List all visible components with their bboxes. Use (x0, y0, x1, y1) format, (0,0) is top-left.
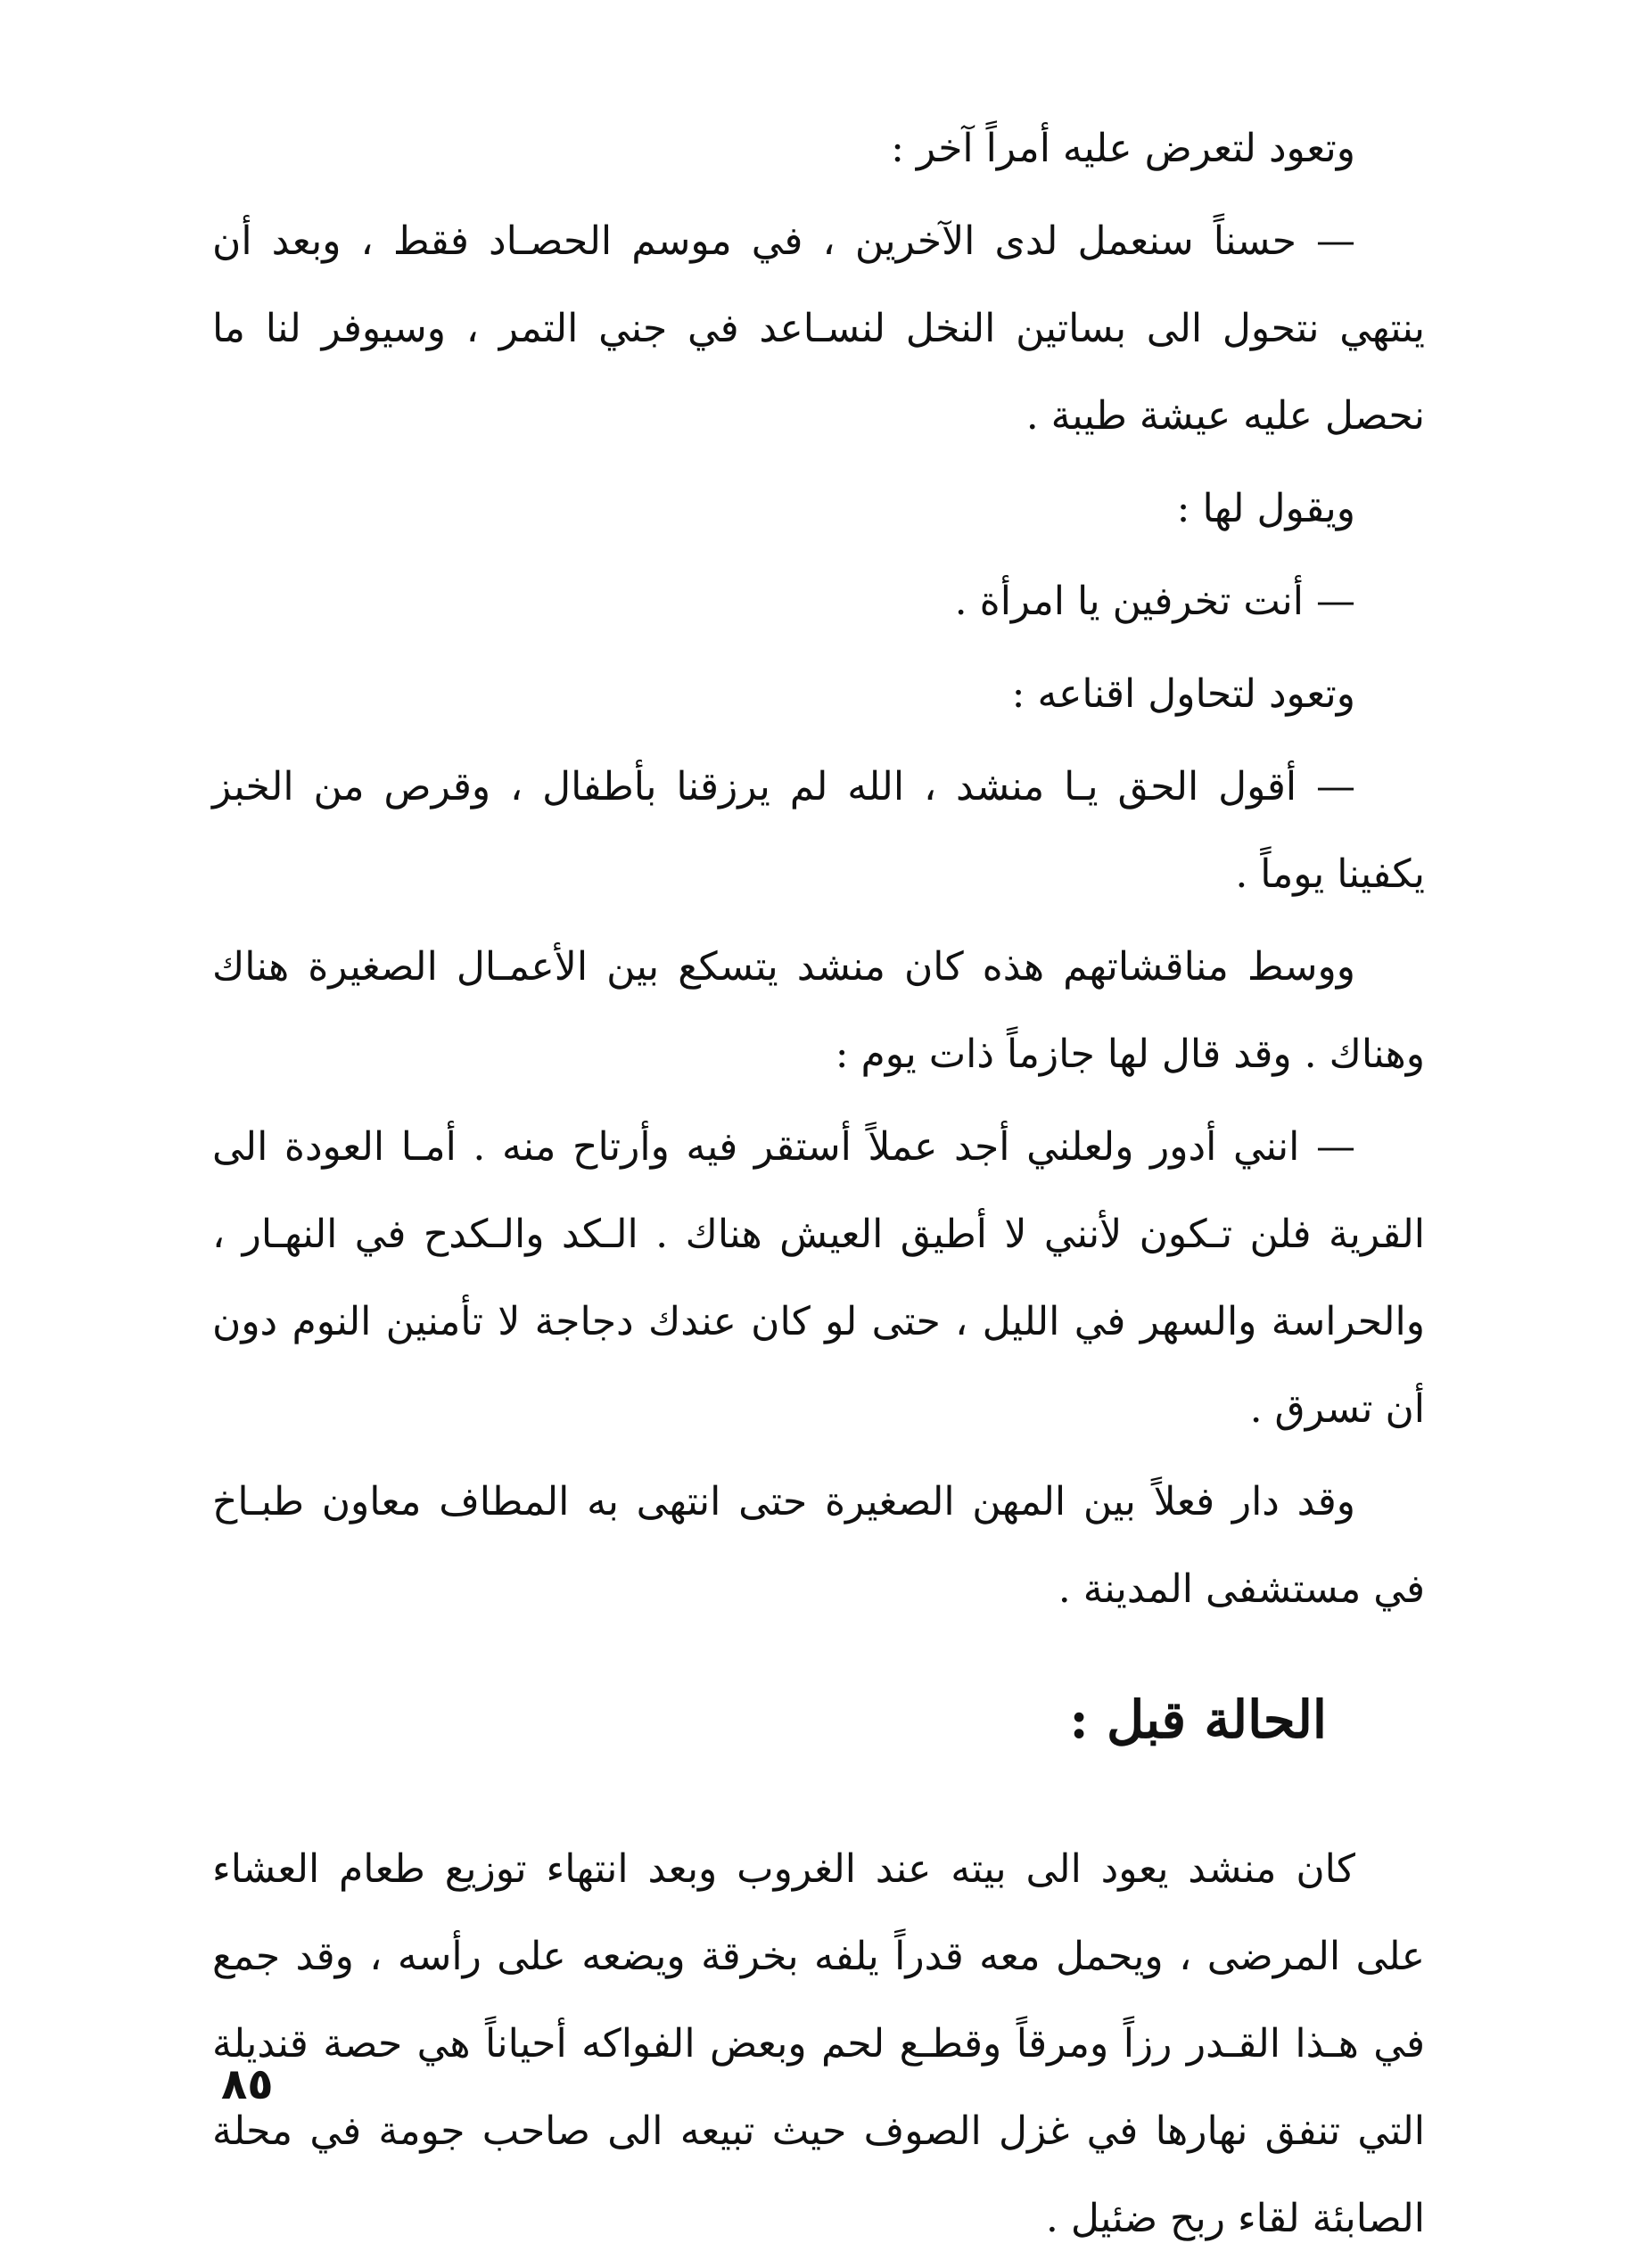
paragraph: — أقول الحق يـا منشد ، الله لم يرزقنا بأطفال ، وقرص من الخبز يكفينا يوماً . (212, 764, 1425, 897)
paragraph: وتعود لتعرض عليه أمراً آخر : (891, 126, 1355, 171)
paragraph: ويقول لها : (1176, 486, 1355, 531)
paragraph: — حسناً سنعمل لدى الآخرين ، في موسم الحصـاد فقط ، وبعد أن ينتهي نتحول الى بساتين النخل لنسـاعد في جني التمر ، وسيوفر لنا ما نحصل عليه عيشة طيبة . (212, 218, 1425, 439)
paragraph: — أنت تخرفين يا امرأة . (954, 579, 1355, 624)
paragraph: وتعود لتحاول اقناعه : (1011, 671, 1355, 717)
page-text-block (212, 105, 1425, 2268)
paragraph: كان منشد يعود الى بيته عند الغروب وبعد انتهاء توزيع طعام العشاء على المرضى ، ويحمل معه قدراً يلفه بخرقة ويضعه على رأسه ، وقد جمع في هـذا القـدر رزاً ومرقاً وقطـع لحم وبعض الفواكه أحياناً هي حصة قنديلة التي تنفق نهارها في غزل الصوف حيث تبيعه الى صاحب جومة في محلة الصابئة لقاء ربح ضئيل . (212, 1846, 1425, 2241)
paragraph: — انني أدور ولعلني أجد عملاً أستقر فيه وأرتاح منه . أمـا العودة الى القرية فلن تـكون لأنني لا أطيق العيش هناك . الـكد والـكدح في النهـار ، والحراسة والسهر في الليل ، حتى لو كان عندك دجاجة لا تأمنين النوم دون أن تسرق . (212, 1124, 1425, 1432)
paragraph: وقد دار فعلاً بين المهن الصغيرة حتى انتهى به المطاف معاون طبـاخ في مستشفى المدينة . (212, 1479, 1425, 1612)
section-heading: الحالة قبل : (1069, 1689, 1327, 1750)
paragraph: ووسط مناقشاتهم هذه كان منشد يتسكع بين الأعمـال الصغيرة هناك وهناك . وقد قال لها جازماً ذات يوم : (212, 944, 1425, 1077)
page-number: ٨٥ (221, 2059, 274, 2109)
